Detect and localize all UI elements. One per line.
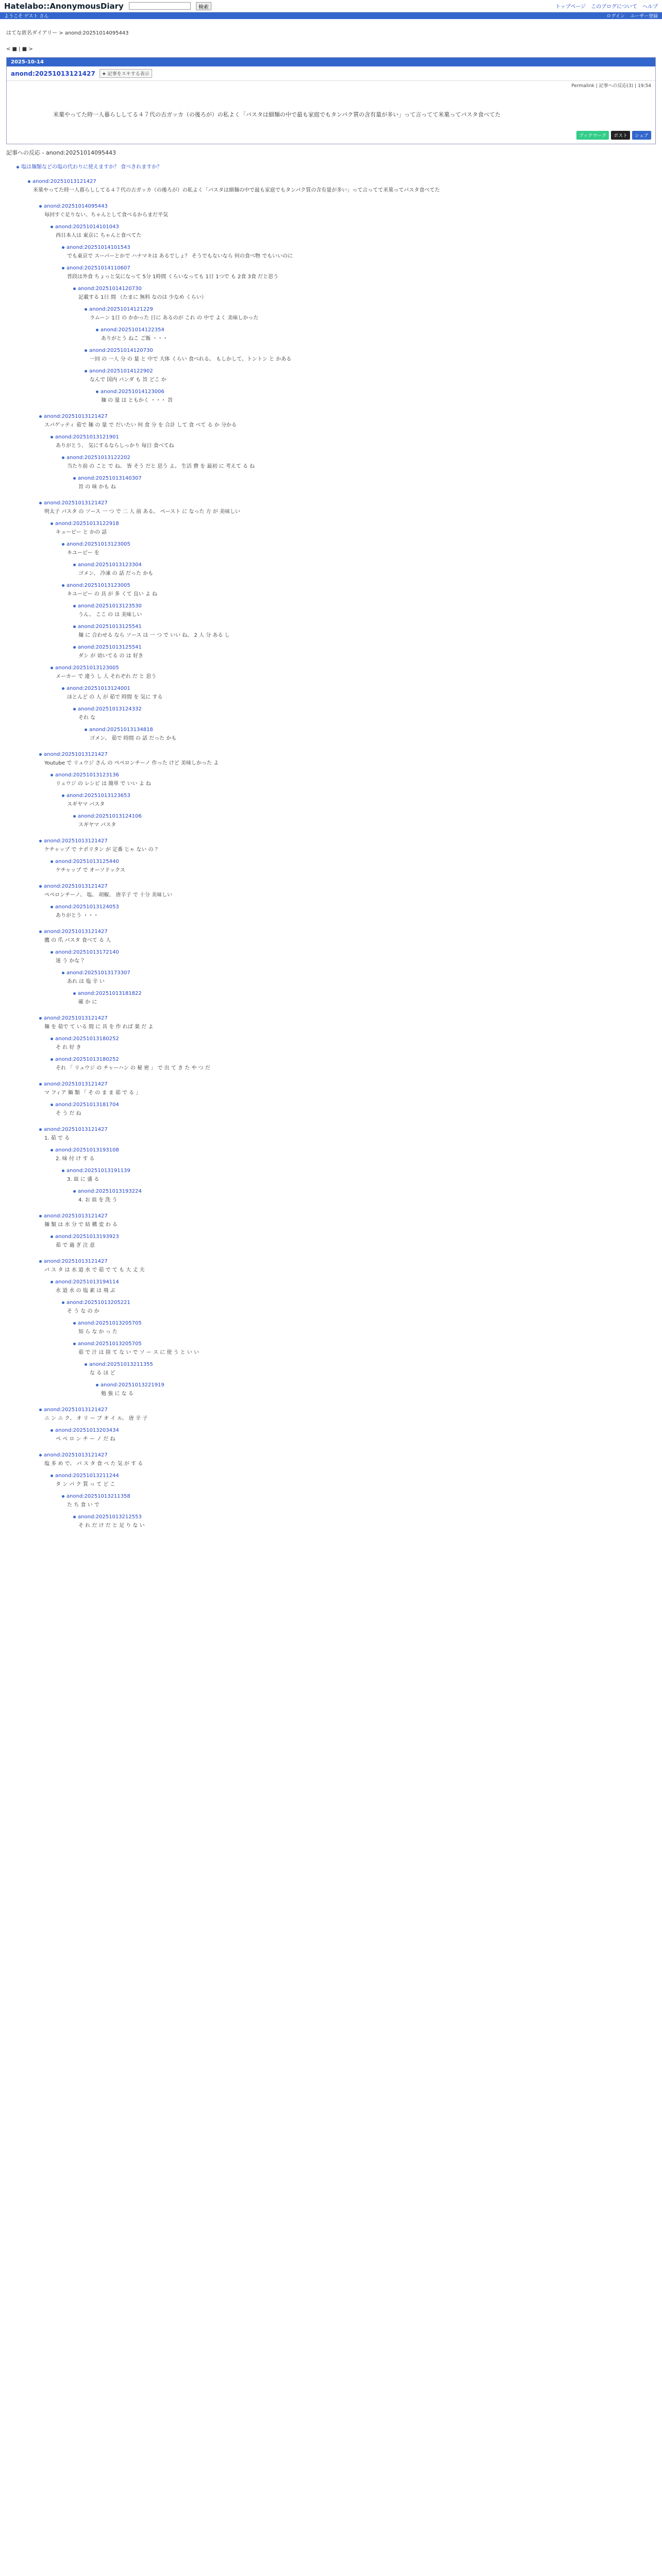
reaction-item xyxy=(39,203,656,221)
reaction-item xyxy=(62,1299,656,1317)
breadcrumb[interactable]: はてな匿名ダイアリー > anond:20251014095443 xyxy=(6,30,129,36)
reaction-item xyxy=(39,1258,656,1276)
reaction-link[interactable]: anond:20251013194114 xyxy=(55,1279,119,1285)
reaction-body: ゴメン、 冷凍 の 話 だった かも xyxy=(78,570,154,577)
reaction-item xyxy=(62,970,656,987)
reaction-item xyxy=(51,1101,656,1119)
reaction-body: マ フィア 麺 類 「 そ の ま ま 茹 で る 」 xyxy=(44,1090,141,1096)
bullet-icon xyxy=(62,246,64,249)
reaction-item xyxy=(39,500,656,517)
reaction-body: あれ は 塩 辛 い xyxy=(67,978,105,985)
reaction-item xyxy=(51,224,656,241)
bullet-icon xyxy=(51,1281,53,1283)
reaction-body: た ち 食 い で xyxy=(67,1502,100,1508)
reaction-body: スギヤマ パスタ xyxy=(67,801,105,807)
nav-bar xyxy=(0,12,662,19)
search-button[interactable]: 検索 xyxy=(196,2,211,10)
reaction-link[interactable]: anond:20251013121427 xyxy=(44,883,108,889)
bullet-icon xyxy=(51,774,53,776)
reaction-link[interactable]: anond:20251013125440 xyxy=(55,858,119,865)
reaction-item xyxy=(73,1514,656,1531)
reaction-link[interactable]: anond:20251013205221 xyxy=(67,1299,130,1306)
reaction-link[interactable]: anond:20251013124001 xyxy=(67,685,130,691)
reaction-link[interactable]: anond:20251014120730 xyxy=(78,285,142,292)
reaction-item xyxy=(51,772,656,789)
reaction-link[interactable]: anond:20251013123005 xyxy=(67,541,130,547)
bullet-icon xyxy=(51,667,53,669)
bullet-icon xyxy=(96,391,98,393)
top-link-about[interactable]: このブログについて xyxy=(591,4,637,10)
reaction-link[interactable]: anond:20251013123304 xyxy=(78,562,142,568)
reaction-link[interactable]: anond:20251013193224 xyxy=(78,1188,142,1194)
reaction-item xyxy=(51,949,656,967)
reaction-body: うん、 ここ の は 美味しい xyxy=(78,612,142,618)
reaction-item xyxy=(51,858,656,876)
reaction-body: 麺 類 は 水 分 で 結 構 変 わ る xyxy=(44,1222,118,1228)
reaction-body: 勉 強 に な る xyxy=(101,1391,134,1397)
reaction-body: 旨 の 味 かも ね xyxy=(78,484,116,490)
reaction-item xyxy=(39,1406,656,1424)
bullet-icon xyxy=(51,1475,53,1477)
reaction-item xyxy=(62,454,656,472)
reaction-link[interactable]: 塩は麺類などの塩の代わりに使えますか？ 食べきれますか？ xyxy=(21,164,162,170)
bullet-icon xyxy=(39,415,42,418)
reaction-link[interactable]: anond:20251013125541 xyxy=(78,644,142,650)
reaction-body: キユーピー を xyxy=(67,550,100,556)
reaction-link[interactable]: anond:20251013211244 xyxy=(55,1472,119,1479)
bullet-icon xyxy=(51,1429,53,1432)
reaction-item xyxy=(51,1147,656,1164)
reaction-body: 水 道 水 の 塩 素 は 飛 ぶ xyxy=(56,1287,115,1294)
reaction-body: 普段は外食 ちょっと気になって 5分 1時間 くらいなっても 1日 1つで も 2食 3食 だと思う xyxy=(67,274,278,280)
reaction-body: ゴメン、 茹で 時間 の 話 だった かも xyxy=(90,735,177,741)
reaction-item xyxy=(28,178,656,196)
bullet-icon xyxy=(39,1454,42,1456)
reaction-body: ありがとう ・・・ xyxy=(56,912,99,919)
reaction-link[interactable]: anond:20251013121427 xyxy=(44,928,108,935)
bullet-icon xyxy=(85,1363,87,1366)
reaction-link[interactable]: anond:20251013180252 xyxy=(55,1036,119,1042)
reaction-item xyxy=(62,244,656,262)
reaction-body: そ う だ ね xyxy=(56,1110,81,1116)
reaction-item xyxy=(51,1427,656,1445)
reaction-body: ほとんど の 人 が 茹で 時間 を 気に する xyxy=(67,694,163,700)
reaction-link[interactable]: anond:20251013122202 xyxy=(67,454,130,461)
reaction-link[interactable]: anond:20251013121427 xyxy=(44,413,108,419)
reaction-body: でも東京で スーパーとかで ハナマキは あるでしょ？ そうでもないなら 何の食べ物 でもいいのに xyxy=(67,253,293,259)
reaction-link[interactable]: anond:20251014123006 xyxy=(101,388,164,395)
reaction-item xyxy=(51,1472,656,1490)
bullet-icon xyxy=(62,267,64,269)
reaction-link[interactable]: anond:20251013121427 xyxy=(44,838,108,844)
entry-date: 2025-10-14 xyxy=(7,58,655,66)
register-link[interactable]: ユーザー登録 xyxy=(630,14,658,19)
reaction-body: なんで 国内 パンダ も 旨 どこ か xyxy=(90,377,167,383)
bullet-icon xyxy=(73,815,76,818)
reaction-item xyxy=(73,475,656,493)
bullet-icon xyxy=(51,1104,53,1106)
reaction-body: それ 「 リュウジ の チャーハン の 秘 密 」 で 出 て き た や つ だ xyxy=(56,1065,210,1071)
reaction-item xyxy=(39,1015,656,1032)
reaction-body: それ な xyxy=(78,715,96,721)
reaction-body: 明太子 パスタ の ソース 一 つ で 二 人 前 ある。 ペースト に なった 方 が 美味しい xyxy=(44,509,240,515)
reaction-link[interactable]: anond:20251013121427 xyxy=(44,1452,108,1458)
bullet-icon xyxy=(62,794,64,797)
reaction-link[interactable]: anond:20251013193108 xyxy=(55,1147,119,1153)
reaction-item xyxy=(73,990,656,1008)
bullet-icon xyxy=(85,728,87,731)
reaction-link[interactable]: anond:20251014122354 xyxy=(101,327,164,333)
reaction-item xyxy=(51,665,656,682)
reaction-link[interactable]: anond:20251013123005 xyxy=(67,582,130,588)
reaction-link[interactable]: anond:20251014101543 xyxy=(67,244,130,250)
reaction-link[interactable]: anond:20251013124332 xyxy=(78,706,142,712)
reaction-link[interactable]: anond:20251014110607 xyxy=(67,265,130,271)
reaction-link[interactable]: anond:20251013121427 xyxy=(32,178,96,184)
reaction-item xyxy=(39,413,656,431)
reaction-link[interactable]: anond:20251013123530 xyxy=(78,603,142,609)
reaction-body: 迷 う かな ？ xyxy=(56,958,87,964)
site-logo[interactable]: Hatelabo::AnonymousDiary xyxy=(4,1,124,11)
bullet-icon xyxy=(39,753,42,756)
reaction-item xyxy=(85,306,656,324)
bullet-icon xyxy=(51,1149,53,1151)
reaction-link[interactable]: anond:20251014101043 xyxy=(55,224,119,230)
bullet-icon xyxy=(85,349,87,352)
reaction-body: 麺 を 茹で て いる 間 に 具 を 作 れば 楽 だ よ xyxy=(44,1024,154,1030)
pager-selectors[interactable]: < ■ | ■ > xyxy=(6,46,33,52)
reaction-item xyxy=(73,1320,656,1337)
bullet-icon xyxy=(51,1058,53,1061)
reaction-link[interactable]: anond:20251014120730 xyxy=(89,347,153,353)
diary-entry xyxy=(6,57,656,144)
bullet-icon xyxy=(73,477,76,480)
reaction-body: ペ ペ ロ ン チ ー ノ だ ね xyxy=(56,1436,115,1442)
reaction-item xyxy=(85,1361,656,1379)
reaction-body: 鷹 の 爪 パスタ 食べて る 人 xyxy=(44,937,111,943)
reaction-body: リュウジ の レシピ は 簡単 で いい よ ね xyxy=(56,781,151,787)
reaction-link[interactable]: anond:20251013122918 xyxy=(55,520,119,527)
bullet-icon xyxy=(62,543,64,546)
entry-body: 米菓やってた時一人暮らししてる４７代の古ガッカ（の後ろが）の私よく「パスタは細麺の中で最も家庭でもタンパク質の含有量が多い」って言ってて米菓ってパスタ食べてた xyxy=(53,111,501,118)
reaction-link[interactable]: anond:20251013123005 xyxy=(55,665,119,671)
reaction-link[interactable]: anond:20251013121901 xyxy=(55,434,119,440)
bullet-icon xyxy=(51,1038,53,1040)
reaction-body: 記載する 1日 間 （たまに 無料 なのは 少なめ くらい） xyxy=(78,294,207,300)
reaction-item xyxy=(85,726,656,744)
bullet-icon xyxy=(73,605,76,607)
share-buttons xyxy=(7,129,655,144)
reaction-item xyxy=(62,582,656,600)
reaction-link[interactable]: anond:20251013211358 xyxy=(67,1493,130,1499)
reaction-link[interactable]: anond:20251013181822 xyxy=(78,990,142,996)
reaction-body: 4. お 皿 を 洗 う xyxy=(78,1197,118,1203)
reaction-item xyxy=(96,327,656,344)
reaction-body: キユーピー の 具 が 多 くて 良い よ ね xyxy=(67,591,158,597)
bullet-icon xyxy=(73,625,76,628)
reaction-link[interactable]: anond:20251013205705 xyxy=(78,1320,142,1326)
reaction-body: Youtube で リュウジ さん の ペペロンチーノ 作った けど 美味しかった よ xyxy=(44,760,219,766)
reaction-item xyxy=(39,1213,656,1230)
bullet-icon xyxy=(62,1301,64,1304)
reaction-item xyxy=(73,1188,656,1206)
reaction-item xyxy=(51,434,656,451)
reaction-body: ニ ン ニ ク、 オ リ ー ブ オ イ ル、 唐 辛 子 xyxy=(44,1415,148,1421)
bullet-icon xyxy=(73,1516,76,1518)
reaction-body: キューピー と かの 話 xyxy=(56,529,107,535)
reaction-item xyxy=(39,1081,656,1098)
reaction-link[interactable]: anond:20251013121427 xyxy=(44,500,108,506)
reaction-body: 当たり前 の こと で ね、 皆 そう だと 思う よ。 生活 費 を 最初 に 考えて る ね xyxy=(67,463,255,469)
welcome-text: ようこそ ゲスト さん xyxy=(4,14,49,19)
reaction-link[interactable]: anond:20251013212553 xyxy=(78,1514,142,1520)
bullet-icon xyxy=(85,308,87,311)
reaction-link[interactable]: anond:20251013121427 xyxy=(44,1126,108,1132)
bullet-icon xyxy=(62,687,64,690)
reaction-link[interactable]: anond:20251013123136 xyxy=(55,772,119,778)
reaction-link[interactable]: anond:20251013121427 xyxy=(44,1213,108,1219)
reaction-item xyxy=(51,520,656,538)
bullet-icon xyxy=(73,287,76,290)
reaction-body: そ れ 好 き xyxy=(56,1044,81,1050)
reaction-item xyxy=(51,1036,656,1053)
reaction-body: ラムーン 1日 の かかった 日に あるのが これ の 中で よく 美味しかった xyxy=(90,315,259,321)
reaction-body: 毎回すぐ足りない、ちゃんとして食べるからまだ平気 xyxy=(44,212,168,218)
reaction-item xyxy=(96,388,656,406)
reaction-link[interactable]: anond:20251013221919 xyxy=(101,1382,164,1388)
top-links xyxy=(555,2,658,10)
reaction-body: ペペロンチーノ、 塩、 胡椒、 唐辛子 で 十分 美味しい xyxy=(44,892,173,898)
reaction-item xyxy=(51,1279,656,1296)
reactions-heading: 記事への反応 - anond:20251014095443 xyxy=(6,149,117,156)
reaction-item xyxy=(62,792,656,810)
bullet-icon xyxy=(39,840,42,842)
reaction-body: 一回 の 一人 分 の 量 と 中で 大体 くらい 食べれる。 もしかして、トントン と かある xyxy=(90,356,292,362)
reaction-item xyxy=(73,644,656,662)
reaction-item xyxy=(73,603,656,620)
bullet-icon xyxy=(73,1343,76,1345)
reaction-item xyxy=(73,285,656,303)
reaction-body: ケチャップ で オーソドックス xyxy=(56,867,125,873)
bullet-icon xyxy=(28,180,30,183)
bullet-icon xyxy=(85,370,87,372)
bullet-icon xyxy=(51,226,53,228)
reaction-body: 麺 に 合わせる なら ソース は 一 つ で いい ね、 2 人 分 ある し xyxy=(78,632,230,638)
reaction-item xyxy=(16,164,656,171)
reaction-link[interactable]: anond:20251014122902 xyxy=(89,368,153,374)
reaction-link[interactable]: anond:20251013205705 xyxy=(78,1341,142,1347)
reaction-item xyxy=(62,1493,656,1511)
reaction-body: ダシ が 効いてる の は 好き xyxy=(78,653,143,659)
reaction-body: スパゲッティ 茹で 麺 の 量 で だいたい 何 食 分 を 合計 して 食 べて る か 分かる xyxy=(44,422,237,428)
reaction-link[interactable]: anond:20251013121427 xyxy=(44,751,108,757)
bullet-icon xyxy=(39,1128,42,1131)
reaction-item xyxy=(39,928,656,946)
bullet-icon xyxy=(96,1384,98,1386)
bullet-icon xyxy=(73,646,76,649)
reaction-item xyxy=(51,1056,656,1074)
reaction-item xyxy=(39,1126,656,1144)
reaction-link[interactable]: anond:20251013173307 xyxy=(67,970,130,976)
reaction-item xyxy=(62,685,656,703)
reaction-item xyxy=(73,813,656,831)
reaction-body: 確 か に xyxy=(78,999,97,1005)
reaction-body: ケチャップ で ナポリタン が 定番 じゃ ない の ？ xyxy=(44,846,160,853)
reaction-body: 茹 で 汁 は 捨 て な い で ソ ー ス に 使 う と い い xyxy=(78,1349,200,1355)
reaction-item xyxy=(39,838,656,855)
bullet-icon xyxy=(51,951,53,954)
reaction-link[interactable]: anond:20251013140307 xyxy=(78,475,142,481)
reaction-link[interactable]: anond:20251013123653 xyxy=(67,792,130,799)
bullet-icon xyxy=(62,456,64,459)
reaction-body: スギヤマ パスタ xyxy=(78,822,117,828)
bullet-icon xyxy=(62,972,64,974)
reaction-item xyxy=(62,265,656,282)
bullet-icon xyxy=(73,992,76,995)
reaction-link[interactable]: anond:20251013211355 xyxy=(89,1361,153,1367)
reaction-item xyxy=(51,904,656,921)
reaction-item xyxy=(39,751,656,769)
bullet-icon xyxy=(62,584,64,587)
reaction-tree xyxy=(6,164,656,1531)
reaction-link[interactable]: anond:20251013180252 xyxy=(55,1056,119,1062)
reaction-body: 1. 茹 で る xyxy=(44,1135,70,1141)
reaction-item xyxy=(73,706,656,723)
top-link-home[interactable]: トップページ xyxy=(555,4,586,10)
reaction-body: パ ス タ は 水 道 水 で 茹 で て も 大 丈 夫 xyxy=(44,1267,145,1273)
bullet-icon xyxy=(39,502,42,504)
reaction-link[interactable]: anond:20251013121427 xyxy=(44,1081,108,1087)
bullet-icon xyxy=(73,564,76,566)
bookmark-button[interactable]: ブックマーク xyxy=(576,131,609,140)
reaction-link[interactable]: anond:20251013121427 xyxy=(44,1406,108,1413)
bullet-icon xyxy=(51,436,53,438)
reaction-body: 2. 味 付 け す る xyxy=(56,1156,95,1162)
entry-title[interactable]: anond:20251013121427 xyxy=(11,70,95,77)
reaction-link[interactable]: anond:20251013124106 xyxy=(78,813,142,819)
bullet-icon xyxy=(73,1190,76,1193)
entry-meta[interactable]: Permalink | 記事への反応(3) | 19:54 xyxy=(571,83,651,89)
reaction-link[interactable]: anond:20251014121229 xyxy=(89,306,153,312)
reaction-link[interactable]: anond:20251013191139 xyxy=(67,1167,130,1174)
bullet-icon xyxy=(39,885,42,888)
reaction-body: 米菓やってた時一人暮らししてる４７代の古ガッカ（の後ろが）の私よく「パスタは細麺の中で最も家庭でもタンパク質の含有量が多い」って言ってて米菓ってパスタ食べてた xyxy=(33,187,440,193)
bullet-icon xyxy=(39,1017,42,1020)
share-button[interactable]: シェア xyxy=(632,131,651,140)
bullet-icon xyxy=(62,1495,64,1498)
reaction-body: そ れ だ け だ と 足 り な い xyxy=(78,1522,145,1529)
reaction-body: メーカー で 違う し 人 それぞれ だ と 思う xyxy=(56,673,157,680)
reaction-link[interactable]: anond:20251013181704 xyxy=(55,1101,119,1108)
reaction-body: 塩 多 め で、 パ ス タ 食 べ た 気 が す る xyxy=(44,1461,143,1467)
bullet-icon xyxy=(39,1215,42,1217)
reaction-link[interactable]: anond:20251013172140 xyxy=(55,949,119,955)
bullet-icon xyxy=(39,1260,42,1263)
reaction-link[interactable]: anond:20251013134818 xyxy=(89,726,153,733)
bullet-icon xyxy=(39,205,42,208)
bullet-icon xyxy=(51,522,53,525)
top-bar xyxy=(0,0,662,12)
bullet-icon xyxy=(73,708,76,710)
reaction-link[interactable]: anond:20251013203434 xyxy=(55,1427,119,1433)
bullet-icon xyxy=(96,329,98,331)
reaction-item xyxy=(73,623,656,641)
reaction-body: タ ン パ ク 質 っ て ど こ xyxy=(56,1481,115,1487)
reaction-item xyxy=(85,368,656,385)
reaction-body: 西日本人は 東京に ちゃんと食べてた xyxy=(56,232,142,239)
reaction-link[interactable]: anond:20251013121427 xyxy=(44,1258,108,1264)
reaction-body: 3. 皿 に 盛 る xyxy=(67,1176,100,1182)
bullet-icon xyxy=(16,166,19,168)
bullet-icon xyxy=(39,1083,42,1086)
reaction-item xyxy=(62,1167,656,1185)
bullet-icon xyxy=(51,860,53,863)
bullet-icon xyxy=(62,1170,64,1172)
post-button[interactable]: ポスト xyxy=(611,131,630,140)
reaction-item xyxy=(39,1452,656,1469)
reaction-item xyxy=(62,541,656,558)
search-input[interactable] xyxy=(129,2,191,10)
reaction-item xyxy=(51,1233,656,1251)
bullet-icon xyxy=(39,1409,42,1411)
reaction-item xyxy=(96,1382,656,1399)
reaction-item xyxy=(85,347,656,365)
star-button[interactable]: ★ 記事をスキする表示 xyxy=(100,69,152,78)
reaction-body: 麺 の 量 は ともかく ・・・ 旨 xyxy=(101,397,173,403)
reaction-item xyxy=(73,1341,656,1358)
reaction-link[interactable]: anond:20251013125541 xyxy=(78,623,142,630)
bullet-icon xyxy=(51,906,53,908)
login-link[interactable]: ログイン xyxy=(606,14,625,19)
reaction-item xyxy=(73,562,656,579)
reaction-link[interactable]: anond:20251014095443 xyxy=(44,203,108,209)
reaction-body: ありがとう ねこ ご飯 ・・・ xyxy=(101,335,168,342)
reaction-body: 茹 で 過 ぎ 注 意 xyxy=(56,1242,95,1248)
reaction-link[interactable]: anond:20251013193923 xyxy=(55,1233,119,1240)
reaction-body: ありがとう、 気にするならしっかり 毎日 食べてね xyxy=(56,443,174,449)
top-link-help[interactable]: ヘルプ xyxy=(642,4,658,10)
reaction-link[interactable]: anond:20251013124053 xyxy=(55,904,119,910)
reaction-body: な る ほ ど xyxy=(90,1370,115,1376)
bullet-icon xyxy=(51,1235,53,1238)
reaction-link[interactable]: anond:20251013121427 xyxy=(44,1015,108,1021)
reaction-body: そ う な の か xyxy=(67,1308,100,1314)
bullet-icon xyxy=(39,930,42,933)
reaction-body: 知 ら な か っ た xyxy=(78,1329,118,1335)
reaction-item xyxy=(39,883,656,901)
bullet-icon xyxy=(73,1322,76,1325)
